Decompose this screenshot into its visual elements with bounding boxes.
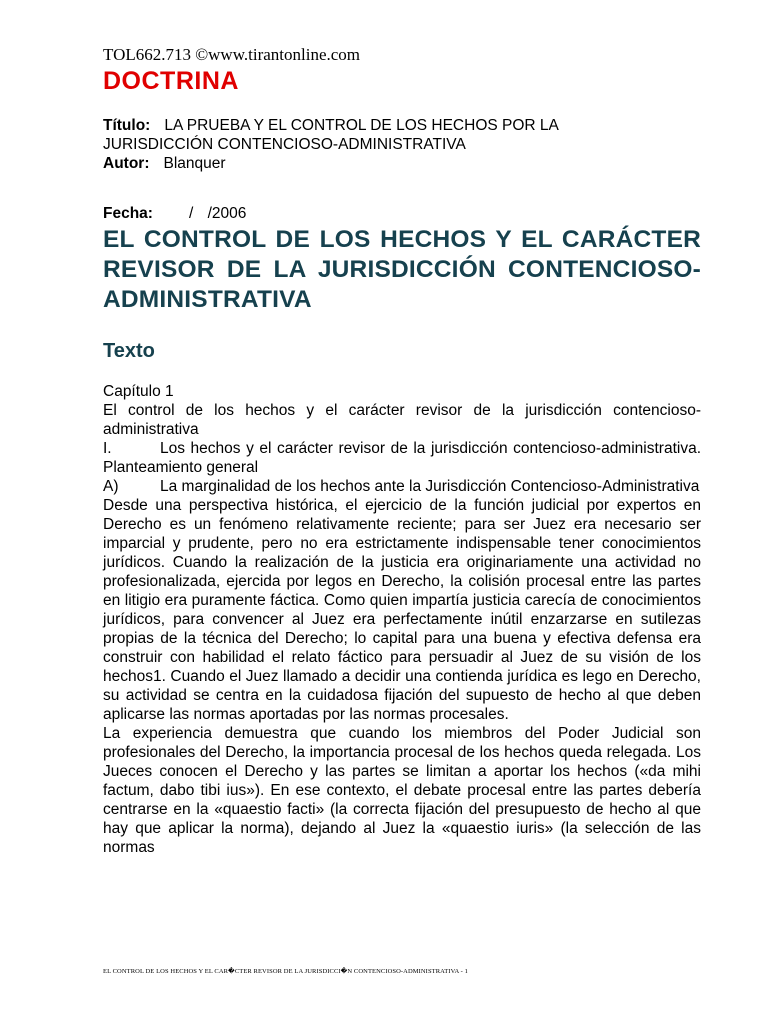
- section-i-heading: [103, 439, 701, 477]
- chapter-number: Capítulo 1: [103, 383, 174, 400]
- title-value: LA PRUEBA Y EL CONTROL DE LOS HECHOS POR LA: [164, 117, 559, 134]
- chapter-title: El control de los hechos y el carácter revisor de la jurisdicción contencioso-administrativa: [103, 402, 701, 438]
- section-label: DOCTRINA: [103, 67, 239, 95]
- section-i-number: I.: [103, 440, 112, 457]
- body-text: [103, 382, 701, 857]
- title-value-continuation: JURISDICCIÓN CONTENCIOSO-ADMINISTRATIVA: [103, 136, 466, 153]
- section-a-text: La marginalidad de los hechos ante la Jurisdicción Contencioso-Administrativa: [160, 478, 700, 495]
- document-page: [103, 44, 701, 857]
- main-title: EL CONTROL DE LOS HECHOS Y EL CARÁCTER REVISOR DE LA JURISDICCIÓN CONTENCIOSO-ADMINISTRATIVA: [103, 226, 701, 313]
- date-label: Fecha:: [103, 205, 153, 222]
- page-footer: EL CONTROL DE LOS HECHOS Y EL CAR�CTER REVISOR DE LA JURISDICCI�N CONTENCIOSO-ADMINISTRATIVA - 1: [103, 968, 469, 975]
- section-a-heading: [103, 477, 701, 496]
- paragraph-1: Desde una perspectiva histórica, el ejercicio de la función judicial por expertos en Derecho es un fenómeno relativamente reciente; para ser Juez era necesario ser imparcial y prudente, pero no era estrictamente indispensable tener conocimientos jurídicos. Cuando la realización de la justicia era originariamente una actividad no profesionalizada, ejercida por legos en Derecho, la colisión procesal entre las partes en litigio era puramente fáctica. Como quien impartía justicia carecía de conocimientos jurídicos, para convencer al Juez era perfectamente inútil enzarzarse en sutilezas propias de la técnica del Derecho; lo capital para una buena y efectiva defensa era construir con habilidad el relato fáctico para persuadir al Juez de su visión de los hechos1. Cuando el Juez llamado a decidir una contienda jurídica es lego en Derecho, su actividad se centra en la cuidadosa fijación del supuesto de hecho al que deben aplicarse las normas aportadas por las normas procesales.: [103, 497, 701, 723]
- metadata-block: [103, 116, 701, 223]
- section-a-number: A): [103, 478, 119, 495]
- text-heading: Texto: [103, 340, 155, 362]
- author-value: Blanquer: [163, 155, 226, 172]
- title-metadata: [103, 116, 701, 135]
- date-metadata: [103, 204, 701, 223]
- paragraph-2: La experiencia demuestra que cuando los miembros del Poder Judicial son profesionales del Derecho, la importancia procesal de los hechos queda relegada. Los Jueces conocen el Derecho y las partes se limitan a aportar los hechos («da mihi factum, dabo tibi ius»). En ese contexto, el debate procesal entre las partes debería centrarse en la «quaestio facti» (la correcta fijación del presupuesto de hecho al que hay que aplicar la norma), dejando al Juez la «quaestio iuris» (la selección de las normas: [103, 725, 701, 856]
- section-i-text: Los hechos y el carácter revisor de la jurisdicción contencioso-administrativa. Planteamiento general: [103, 440, 701, 476]
- author-metadata: [103, 154, 701, 173]
- author-label: Autor:: [103, 155, 150, 172]
- date-value: / /2006: [188, 205, 247, 222]
- title-label: Título:: [103, 117, 151, 134]
- document-reference: TOL662.713 ©www.tirantonline.com: [103, 45, 361, 64]
